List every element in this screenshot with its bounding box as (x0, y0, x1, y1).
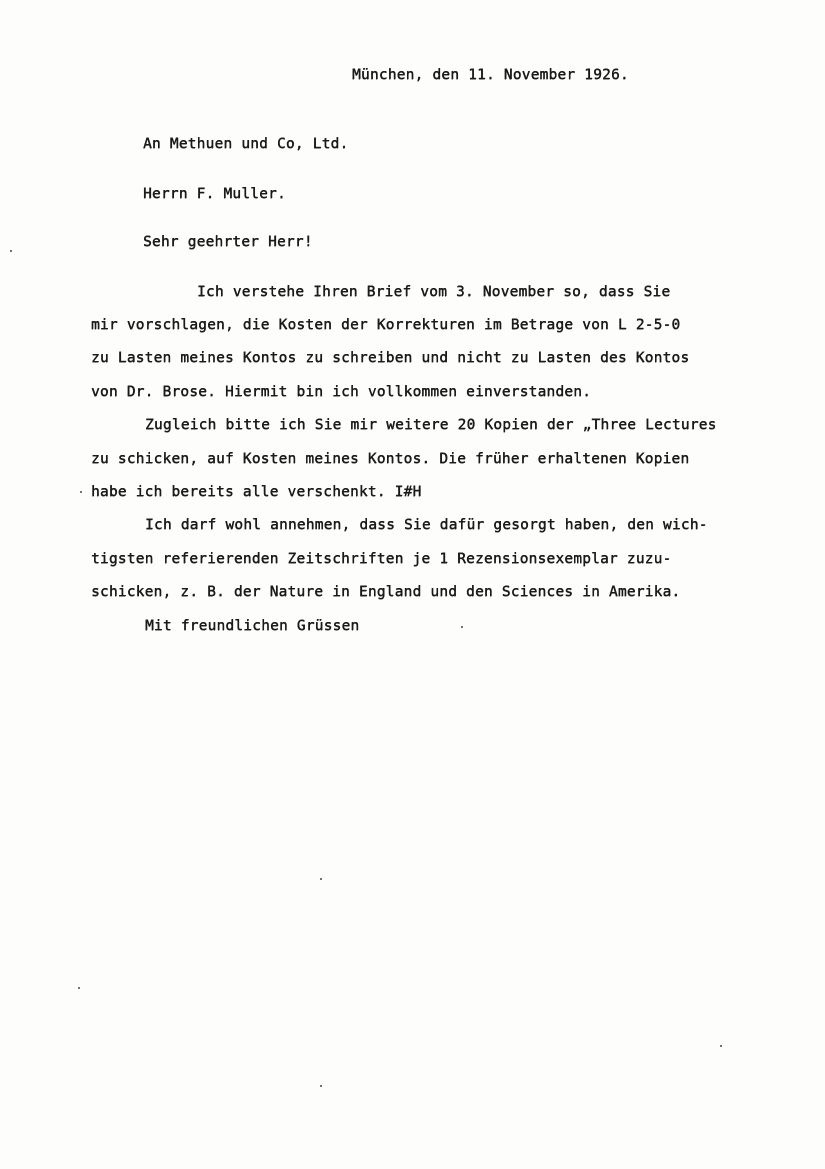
addressee-company: An Methuen und Co, Ltd. (143, 136, 349, 152)
paper-speck (320, 878, 322, 880)
salutation: Sehr geehrter Herr! (143, 234, 313, 250)
paragraph-1-line-3: zu Lasten meines Kontos zu schreiben und nicht zu Lasten des Kontos (91, 350, 690, 366)
paper-speck (720, 1045, 722, 1047)
paper-speck (320, 1085, 322, 1087)
paper-speck (78, 987, 80, 989)
paper-speck (10, 250, 12, 252)
paper-speck (80, 491, 82, 493)
closing: Mit freundlichen Grüssen (145, 618, 360, 634)
paragraph-3-line-1: Ich darf wohl annehmen, dass Sie dafür gesorgt haben, den wich- (145, 517, 708, 533)
paragraph-3-line-3: schicken, z. B. der Nature in England und den Sciences in Amerika. (91, 584, 681, 600)
paragraph-2-line-3-text: habe ich bereits alle verschenkt. (91, 484, 386, 500)
paragraph-1-line-4: von Dr. Brose. Hiermit bin ich vollkommen einverstanden. (91, 384, 592, 400)
paragraph-2-line-2: zu schicken, auf Kosten meines Kontos. Die früher erhaltenen Kopien (91, 451, 690, 467)
paragraph-2-line-1: Zugleich bitte ich Sie mir weitere 20 Kopien der „Three Lectures (145, 417, 717, 433)
paragraph-1-line-1: Ich verstehe Ihren Brief vom 3. November so, dass Sie (197, 284, 671, 300)
dateline: München, den 11. November 1926. (352, 67, 629, 83)
paragraph-1-line-2: mir vorschlagen, die Kosten der Korrekturen im Betrage von L 2-5-0 (91, 317, 681, 333)
addressee-person: Herrn F. Muller. (143, 186, 286, 202)
paper-speck (461, 626, 463, 628)
paragraph-2-line-3 (91, 483, 421, 501)
paragraph-3-line-2: tigsten referierenden Zeitschriften je 1 Rezensionsexemplar zuzu- (91, 551, 672, 567)
struck-text: I#H (394, 484, 422, 500)
